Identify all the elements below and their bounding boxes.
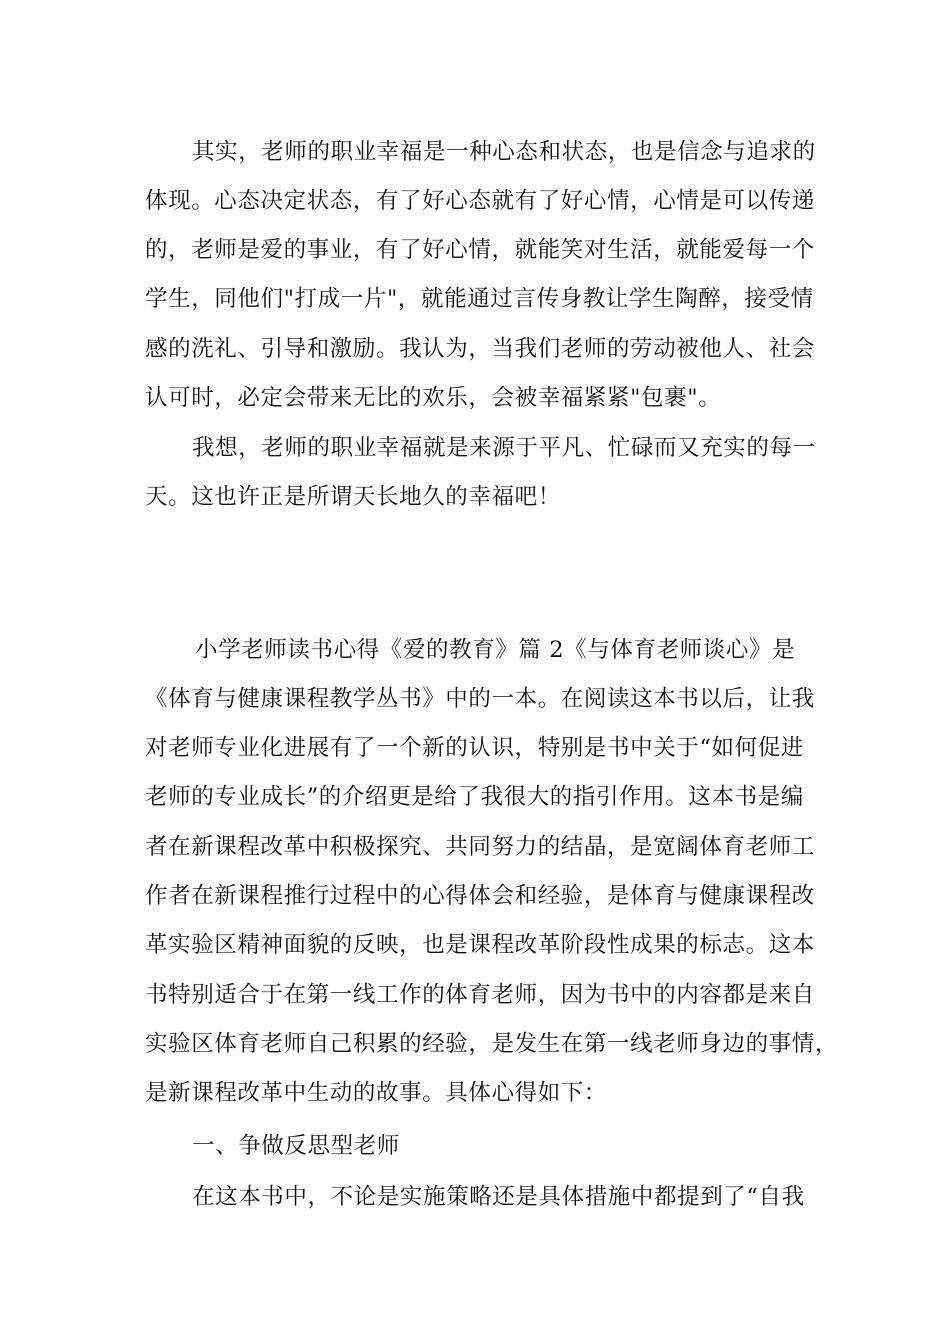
section-heading: 一、争做反思型老师 [192, 1133, 400, 1159]
paragraph-line: 其实，老师的职业幸福是一种心态和状态，也是信念与追求的 [192, 139, 816, 165]
paragraph-line: 小学老师读书心得《爱的教育》篇 2《与体育老师谈心》是 [195, 637, 796, 663]
paragraph-line: 革实验区精神面貌的反映，也是课程改革阶段性成果的标志。这本 [145, 932, 815, 958]
paragraph-line: 实验区体育老师自己积累的经验，是发生在第一线老师身边的事情， [145, 1031, 839, 1057]
paragraph-line: 者在新课程改革中积极探究、共同努力的结晶，是宽阔体育老师工 [145, 834, 815, 860]
paragraph-line: 老师的专业成长”的介绍更是给了我很大的指引作用。这本书是编 [145, 784, 804, 810]
paragraph-line: 学生，同他们"打成一片"，就能通过言传身教让学生陶醉，接受情 [145, 286, 814, 312]
paragraph-line: 《体育与健康课程教学丛书》中的一本。在阅读这本书以后，让我 [145, 686, 815, 712]
paragraph-line: 体现。心态决定状态，有了好心态就有了好心情，心情是可以传递 [145, 188, 815, 214]
paragraph-line: 认可时，必定会带来无比的欢乐，会被幸福紧紧"包裹"。 [145, 385, 722, 411]
paragraph-line: 我想，老师的职业幸福就是来源于平凡、忙碌而又充实的每一 [192, 435, 816, 461]
paragraph-line: 作者在新课程推行过程中的心得体会和经验，是体育与健康课程改 [145, 883, 815, 909]
paragraph-line: 是新课程改革中生动的故事。具体心得如下： [145, 1080, 608, 1106]
paragraph-line: 的，老师是爱的事业，有了好心情，就能笑对生活，就能爱每一个 [145, 237, 815, 263]
paragraph-line: 天。这也许正是所谓天长地久的幸福吧！ [145, 484, 561, 510]
paragraph-line: 感的洗礼、引导和激励。我认为，当我们老师的劳动被他人、社会 [145, 336, 815, 362]
paragraph-line: 对老师专业化进展有了一个新的认识，特别是书中关于“如何促进 [145, 735, 804, 761]
paragraph-line: 在这本书中，不论是实施策略还是具体措施中都提到了“自我 [192, 1184, 805, 1210]
paragraph-line: 书特别适合于在第一线工作的体育老师，因为书中的内容都是来自 [145, 982, 815, 1008]
